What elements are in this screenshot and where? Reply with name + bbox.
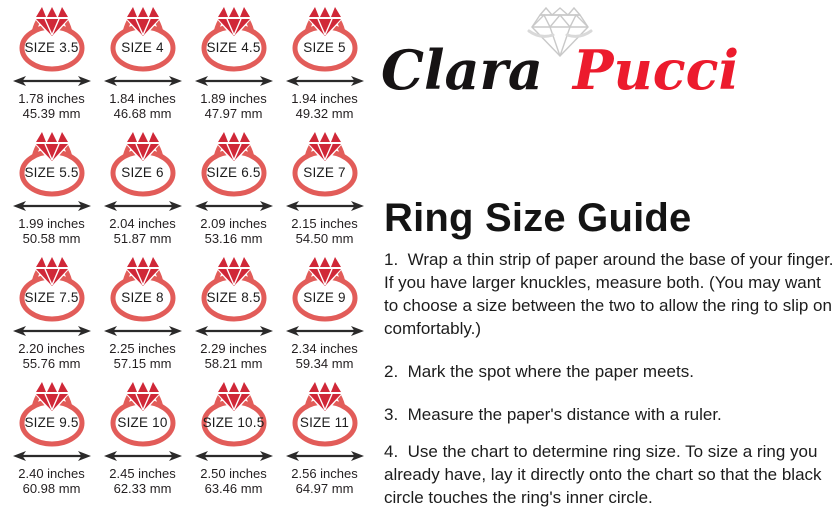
ring-size-label: SIZE 5 [303,40,346,55]
diameter-arrow-icon [195,200,273,212]
diameter-mm-label: 47.97 mm [204,106,263,121]
ring-icon [19,131,85,197]
ring-cell [188,375,279,500]
ring-cell [279,125,370,250]
diameter-arrow-icon [104,200,182,212]
ring-size-label: SIZE 6 [121,165,164,180]
ring-cell [188,125,279,250]
ring-icon [19,381,85,447]
diameter-mm-label: 60.98 mm [22,481,81,496]
ring-cell [188,250,279,375]
diameter-arrow-icon [13,200,91,212]
ring-band-and-diamond-icon [110,131,176,197]
diameter-mm-label: 46.68 mm [113,106,172,121]
page-title: Ring Size Guide [384,196,692,240]
diameter-arrow-icon [286,325,364,337]
ring-band-and-diamond-icon [201,131,267,197]
ring-cell [97,375,188,500]
ring-size-label: SIZE 7 [303,165,346,180]
ring-cell [188,0,279,125]
ring-icon [201,256,267,322]
ring-icon [292,381,358,447]
diameter-arrow-icon [104,325,182,337]
ring-size-label: SIZE 5.5 [24,165,79,180]
diameter-arrow-icon [13,450,91,462]
ring-cell [6,250,97,375]
instruction-step-4: 4. Use the chart to determine ring size. To size a ring you already have, lay it directly onto the chart so that the black circle touches the ring's inner circle. [384,442,827,507]
ring-cell [279,250,370,375]
ring-size-label: SIZE 4.5 [206,40,261,55]
ring-band-and-diamond-icon [110,381,176,447]
diameter-inches-label: 1.99 inches [18,216,85,231]
ring-icon [110,256,176,322]
instruction-step-3: 3. Measure the paper's distance with a ruler. [384,405,722,424]
diameter-mm-label: 45.39 mm [22,106,81,121]
ring-icon [110,381,176,447]
ring-size-label: SIZE 6.5 [206,165,261,180]
diameter-inches-label: 1.78 inches [18,91,85,106]
ring-band-and-diamond-icon [292,256,358,322]
ring-band-and-diamond-icon [201,256,267,322]
diameter-inches-label: 2.40 inches [18,466,85,481]
diameter-arrow-icon [104,75,182,87]
diameter-mm-label: 49.32 mm [295,106,354,121]
ring-band-and-diamond-icon [201,6,267,72]
ring-band-and-diamond-icon [292,6,358,72]
diameter-inches-label: 2.56 inches [291,466,358,481]
instruction-step-1: 1. Wrap a thin strip of paper around the base of your finger. If you have larger knuckles, measure both. (You may want to choose a size between the two to allow the ring to slip on comfortably.) [384,250,839,338]
diameter-mm-label: 51.87 mm [113,231,172,246]
diameter-arrow-icon [195,75,273,87]
diameter-inches-label: 2.09 inches [200,216,267,231]
ring-band-and-diamond-icon [19,256,85,322]
diameter-inches-label: 2.25 inches [109,341,176,356]
ring-size-label: SIZE 10 [117,415,168,430]
diameter-mm-label: 55.76 mm [22,356,81,371]
ring-size-chart [6,0,378,500]
ring-band-and-diamond-icon [19,6,85,72]
diameter-inches-label: 2.04 inches [109,216,176,231]
ring-cell [6,125,97,250]
ring-icon [292,131,358,197]
ring-band-and-diamond-icon [292,131,358,197]
diameter-mm-label: 64.97 mm [295,481,354,496]
diameter-arrow-icon [13,75,91,87]
ring-size-label: SIZE 11 [299,415,350,430]
diameter-inches-label: 1.84 inches [109,91,176,106]
ring-band-and-diamond-icon [110,6,176,72]
ring-size-label: SIZE 4 [121,40,164,55]
ring-icon [292,6,358,72]
ring-icon [19,256,85,322]
ring-size-label: SIZE 8.5 [206,290,261,305]
ring-size-label: SIZE 8 [121,290,164,305]
ring-band-and-diamond-icon [292,381,358,447]
diameter-mm-label: 50.58 mm [22,231,81,246]
brand-logo [381,4,781,102]
diameter-inches-label: 2.34 inches [291,341,358,356]
diameter-arrow-icon [195,325,273,337]
diameter-arrow-icon [286,450,364,462]
diameter-arrow-icon [195,450,273,462]
diameter-arrow-icon [286,75,364,87]
diameter-inches-label: 2.15 inches [291,216,358,231]
diameter-inches-label: 2.20 inches [18,341,85,356]
ring-band-and-diamond-icon [19,131,85,197]
diameter-mm-label: 63.46 mm [204,481,263,496]
ring-cell [97,250,188,375]
ring-cell [6,0,97,125]
ring-cell [97,0,188,125]
diameter-mm-label: 57.15 mm [113,356,172,371]
ring-band-and-diamond-icon [201,381,267,447]
diameter-mm-label: 58.21 mm [204,356,263,371]
ring-icon [201,381,267,447]
diameter-inches-label: 2.29 inches [200,341,267,356]
diameter-inches-label: 1.89 inches [200,91,267,106]
ring-icon [110,131,176,197]
diameter-arrow-icon [104,450,182,462]
ring-cell [279,375,370,500]
diameter-arrow-icon [13,325,91,337]
diameter-inches-label: 2.50 inches [200,466,267,481]
ring-cell [279,0,370,125]
ring-icon [292,256,358,322]
brand-name-clara: Clara [381,38,543,102]
ring-cell [6,375,97,500]
diameter-mm-label: 54.50 mm [295,231,354,246]
ring-icon [110,6,176,72]
ring-band-and-diamond-icon [19,381,85,447]
ring-size-label: SIZE 9 [303,290,346,305]
brand-name-pucci: Pucci [572,38,740,102]
diameter-arrow-icon [286,200,364,212]
diameter-mm-label: 53.16 mm [204,231,263,246]
ring-cell [97,125,188,250]
ring-size-label: SIZE 7.5 [24,290,79,305]
diameter-mm-label: 59.34 mm [295,356,354,371]
brand-name [381,40,739,100]
ring-icon [19,6,85,72]
diameter-mm-label: 62.33 mm [113,481,172,496]
instruction-step-2: 2. Mark the spot where the paper meets. [384,362,694,381]
diameter-inches-label: 1.94 inches [291,91,358,106]
ring-size-label: SIZE 10.5 [202,415,265,430]
ring-size-label: SIZE 3.5 [24,40,79,55]
diameter-inches-label: 2.45 inches [109,466,176,481]
ring-band-and-diamond-icon [110,256,176,322]
instructions-list [384,248,839,509]
ring-icon [201,6,267,72]
ring-size-label: SIZE 9.5 [24,415,79,430]
ring-icon [201,131,267,197]
